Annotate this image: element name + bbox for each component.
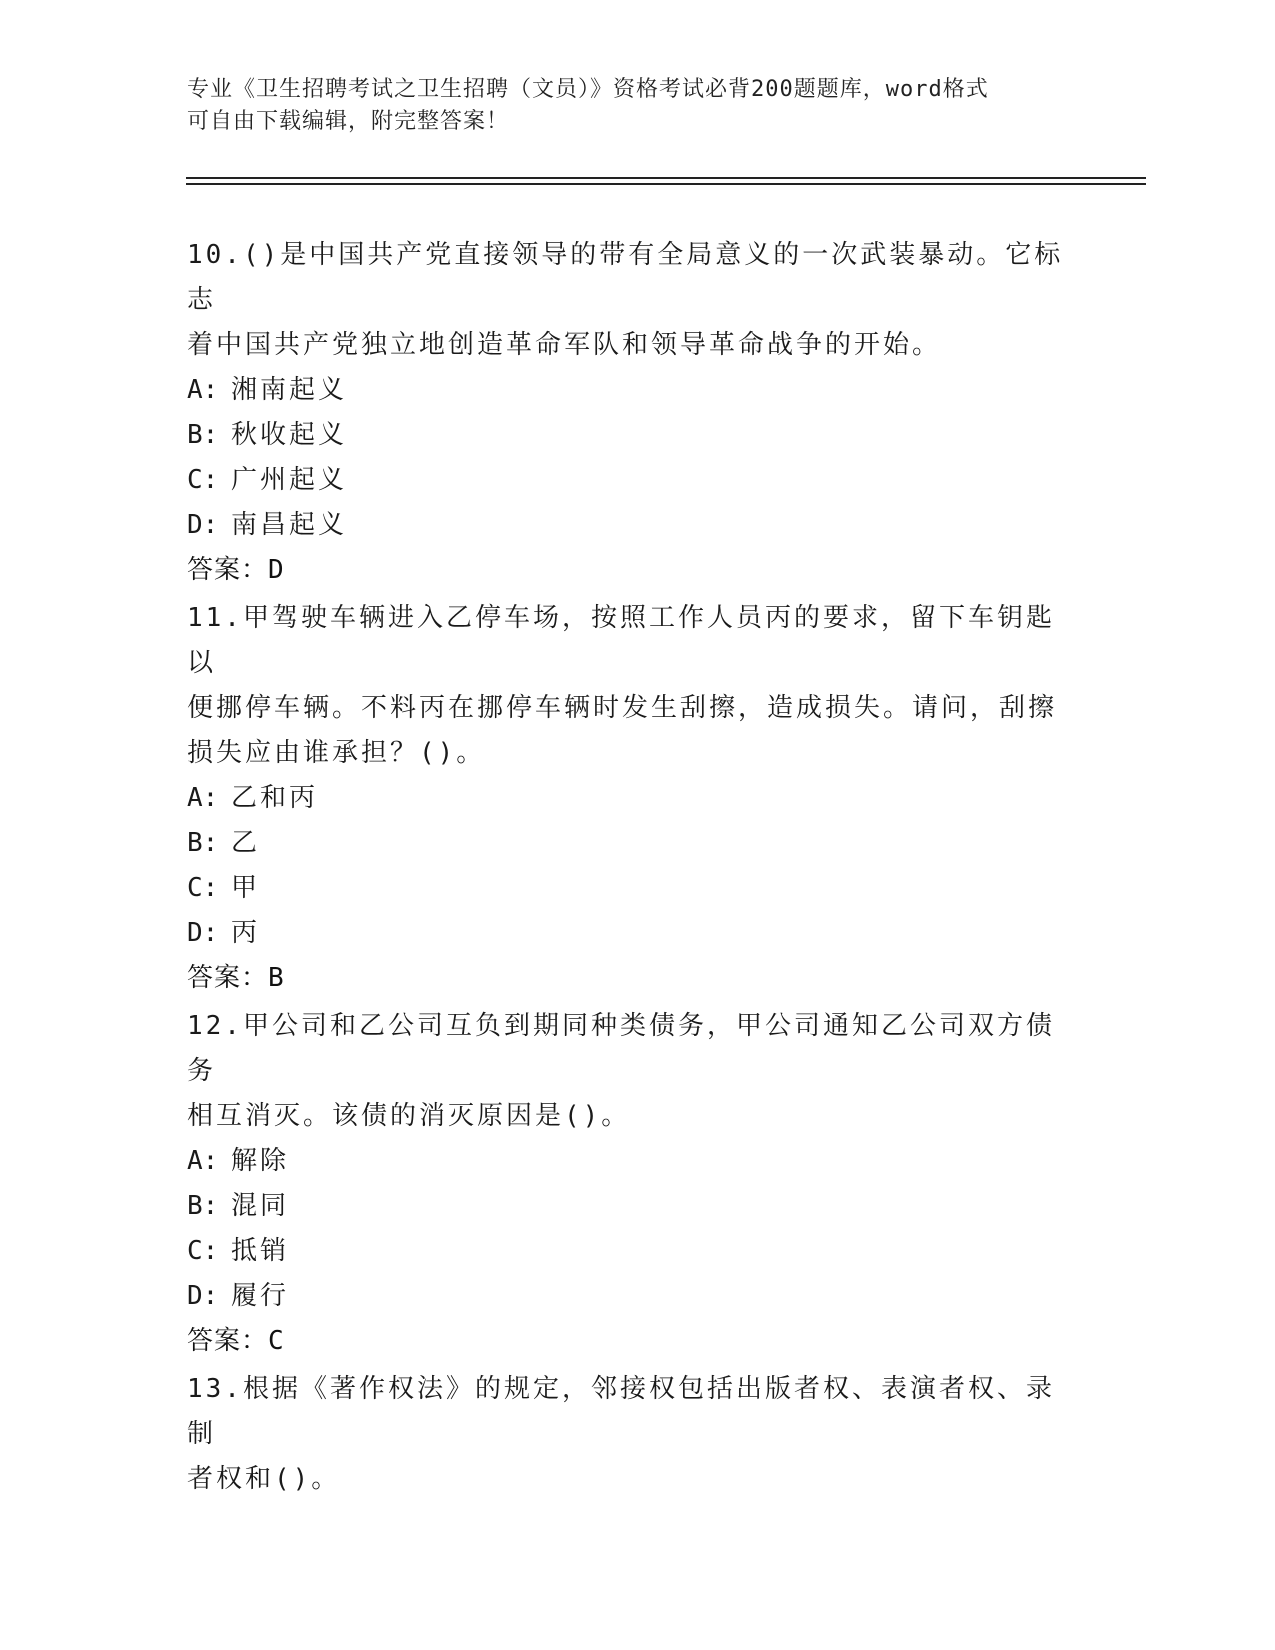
question-text-line: 便挪停车辆。不料丙在挪停车辆时发生刮擦，造成损失。请问，刮擦 bbox=[187, 693, 1058, 723]
option-text: 甲 bbox=[231, 873, 261, 903]
question-10 bbox=[187, 233, 1077, 593]
header-divider-top bbox=[186, 177, 1146, 179]
answer-value: B bbox=[268, 963, 285, 993]
option-text: 南昌起义 bbox=[231, 510, 348, 540]
option-key: D: bbox=[187, 918, 219, 948]
answer-value: C bbox=[268, 1326, 285, 1356]
option-d bbox=[187, 1274, 1077, 1319]
question-text-line: 12.甲公司和乙公司互负到期同种类债务，甲公司通知乙公司双方债务 bbox=[187, 1011, 1055, 1086]
option-key: C: bbox=[187, 873, 219, 903]
option-b bbox=[187, 1184, 1077, 1229]
option-c bbox=[187, 1229, 1077, 1274]
option-d bbox=[187, 911, 1077, 956]
header-line-1: 专业《卫生招聘考试之卫生招聘（文员）》资格考试必背200题题库，word格式 bbox=[187, 77, 989, 102]
option-c bbox=[187, 458, 1077, 503]
answer-label: 答案： bbox=[187, 555, 269, 585]
question-text-line: 损失应由谁承担？()。 bbox=[187, 738, 486, 768]
option-text: 乙和丙 bbox=[231, 783, 319, 813]
option-key: A: bbox=[187, 783, 219, 813]
option-text: 乙 bbox=[231, 828, 261, 858]
question-text-line: 10.()是中国共产党直接领导的带有全局意义的一次武装暴动。它标志 bbox=[187, 240, 1064, 315]
option-key: A: bbox=[187, 1146, 219, 1176]
option-key: A: bbox=[187, 375, 219, 405]
option-text: 湘南起义 bbox=[231, 375, 348, 405]
option-text: 秋收起义 bbox=[231, 420, 348, 450]
option-key: B: bbox=[187, 1191, 219, 1221]
answer bbox=[187, 956, 1077, 1001]
option-c bbox=[187, 866, 1077, 911]
option-a bbox=[187, 776, 1077, 821]
option-text: 履行 bbox=[231, 1281, 290, 1311]
option-text: 丙 bbox=[231, 918, 261, 948]
answer-label: 答案： bbox=[187, 1326, 269, 1356]
option-key: C: bbox=[187, 465, 219, 495]
option-a bbox=[187, 1139, 1077, 1184]
question-text-line: 13.根据《著作权法》的规定，邻接权包括出版者权、表演者权、录制 bbox=[187, 1374, 1055, 1449]
option-key: C: bbox=[187, 1236, 219, 1266]
option-text: 混同 bbox=[231, 1191, 290, 1221]
question-11 bbox=[187, 596, 1077, 1001]
option-b bbox=[187, 413, 1077, 458]
option-text: 抵销 bbox=[231, 1236, 290, 1266]
option-key: B: bbox=[187, 420, 219, 450]
question-text-line: 相互消灭。该债的消灭原因是()。 bbox=[187, 1101, 631, 1131]
option-b bbox=[187, 821, 1077, 866]
answer-value: D bbox=[268, 555, 285, 585]
header-line-2: 可自由下载编辑，附完整答案！ bbox=[187, 109, 510, 134]
question-12 bbox=[187, 1004, 1077, 1364]
document-header bbox=[187, 74, 1067, 138]
option-d bbox=[187, 503, 1077, 548]
question-text-line: 着中国共产党独立地创造革命军队和领导革命战争的开始。 bbox=[187, 330, 942, 360]
option-text: 广州起义 bbox=[231, 465, 348, 495]
answer bbox=[187, 1319, 1077, 1364]
option-a bbox=[187, 368, 1077, 413]
question-13 bbox=[187, 1367, 1077, 1502]
question-text-line: 11.甲驾驶车辆进入乙停车场，按照工作人员丙的要求，留下车钥匙以 bbox=[187, 603, 1055, 678]
option-text: 解除 bbox=[231, 1146, 290, 1176]
question-text-line: 者权和()。 bbox=[187, 1464, 341, 1494]
answer bbox=[187, 548, 1077, 593]
answer-label: 答案： bbox=[187, 963, 269, 993]
header-divider-bottom bbox=[186, 183, 1146, 185]
option-key: D: bbox=[187, 510, 219, 540]
option-key: B: bbox=[187, 828, 219, 858]
option-key: D: bbox=[187, 1281, 219, 1311]
